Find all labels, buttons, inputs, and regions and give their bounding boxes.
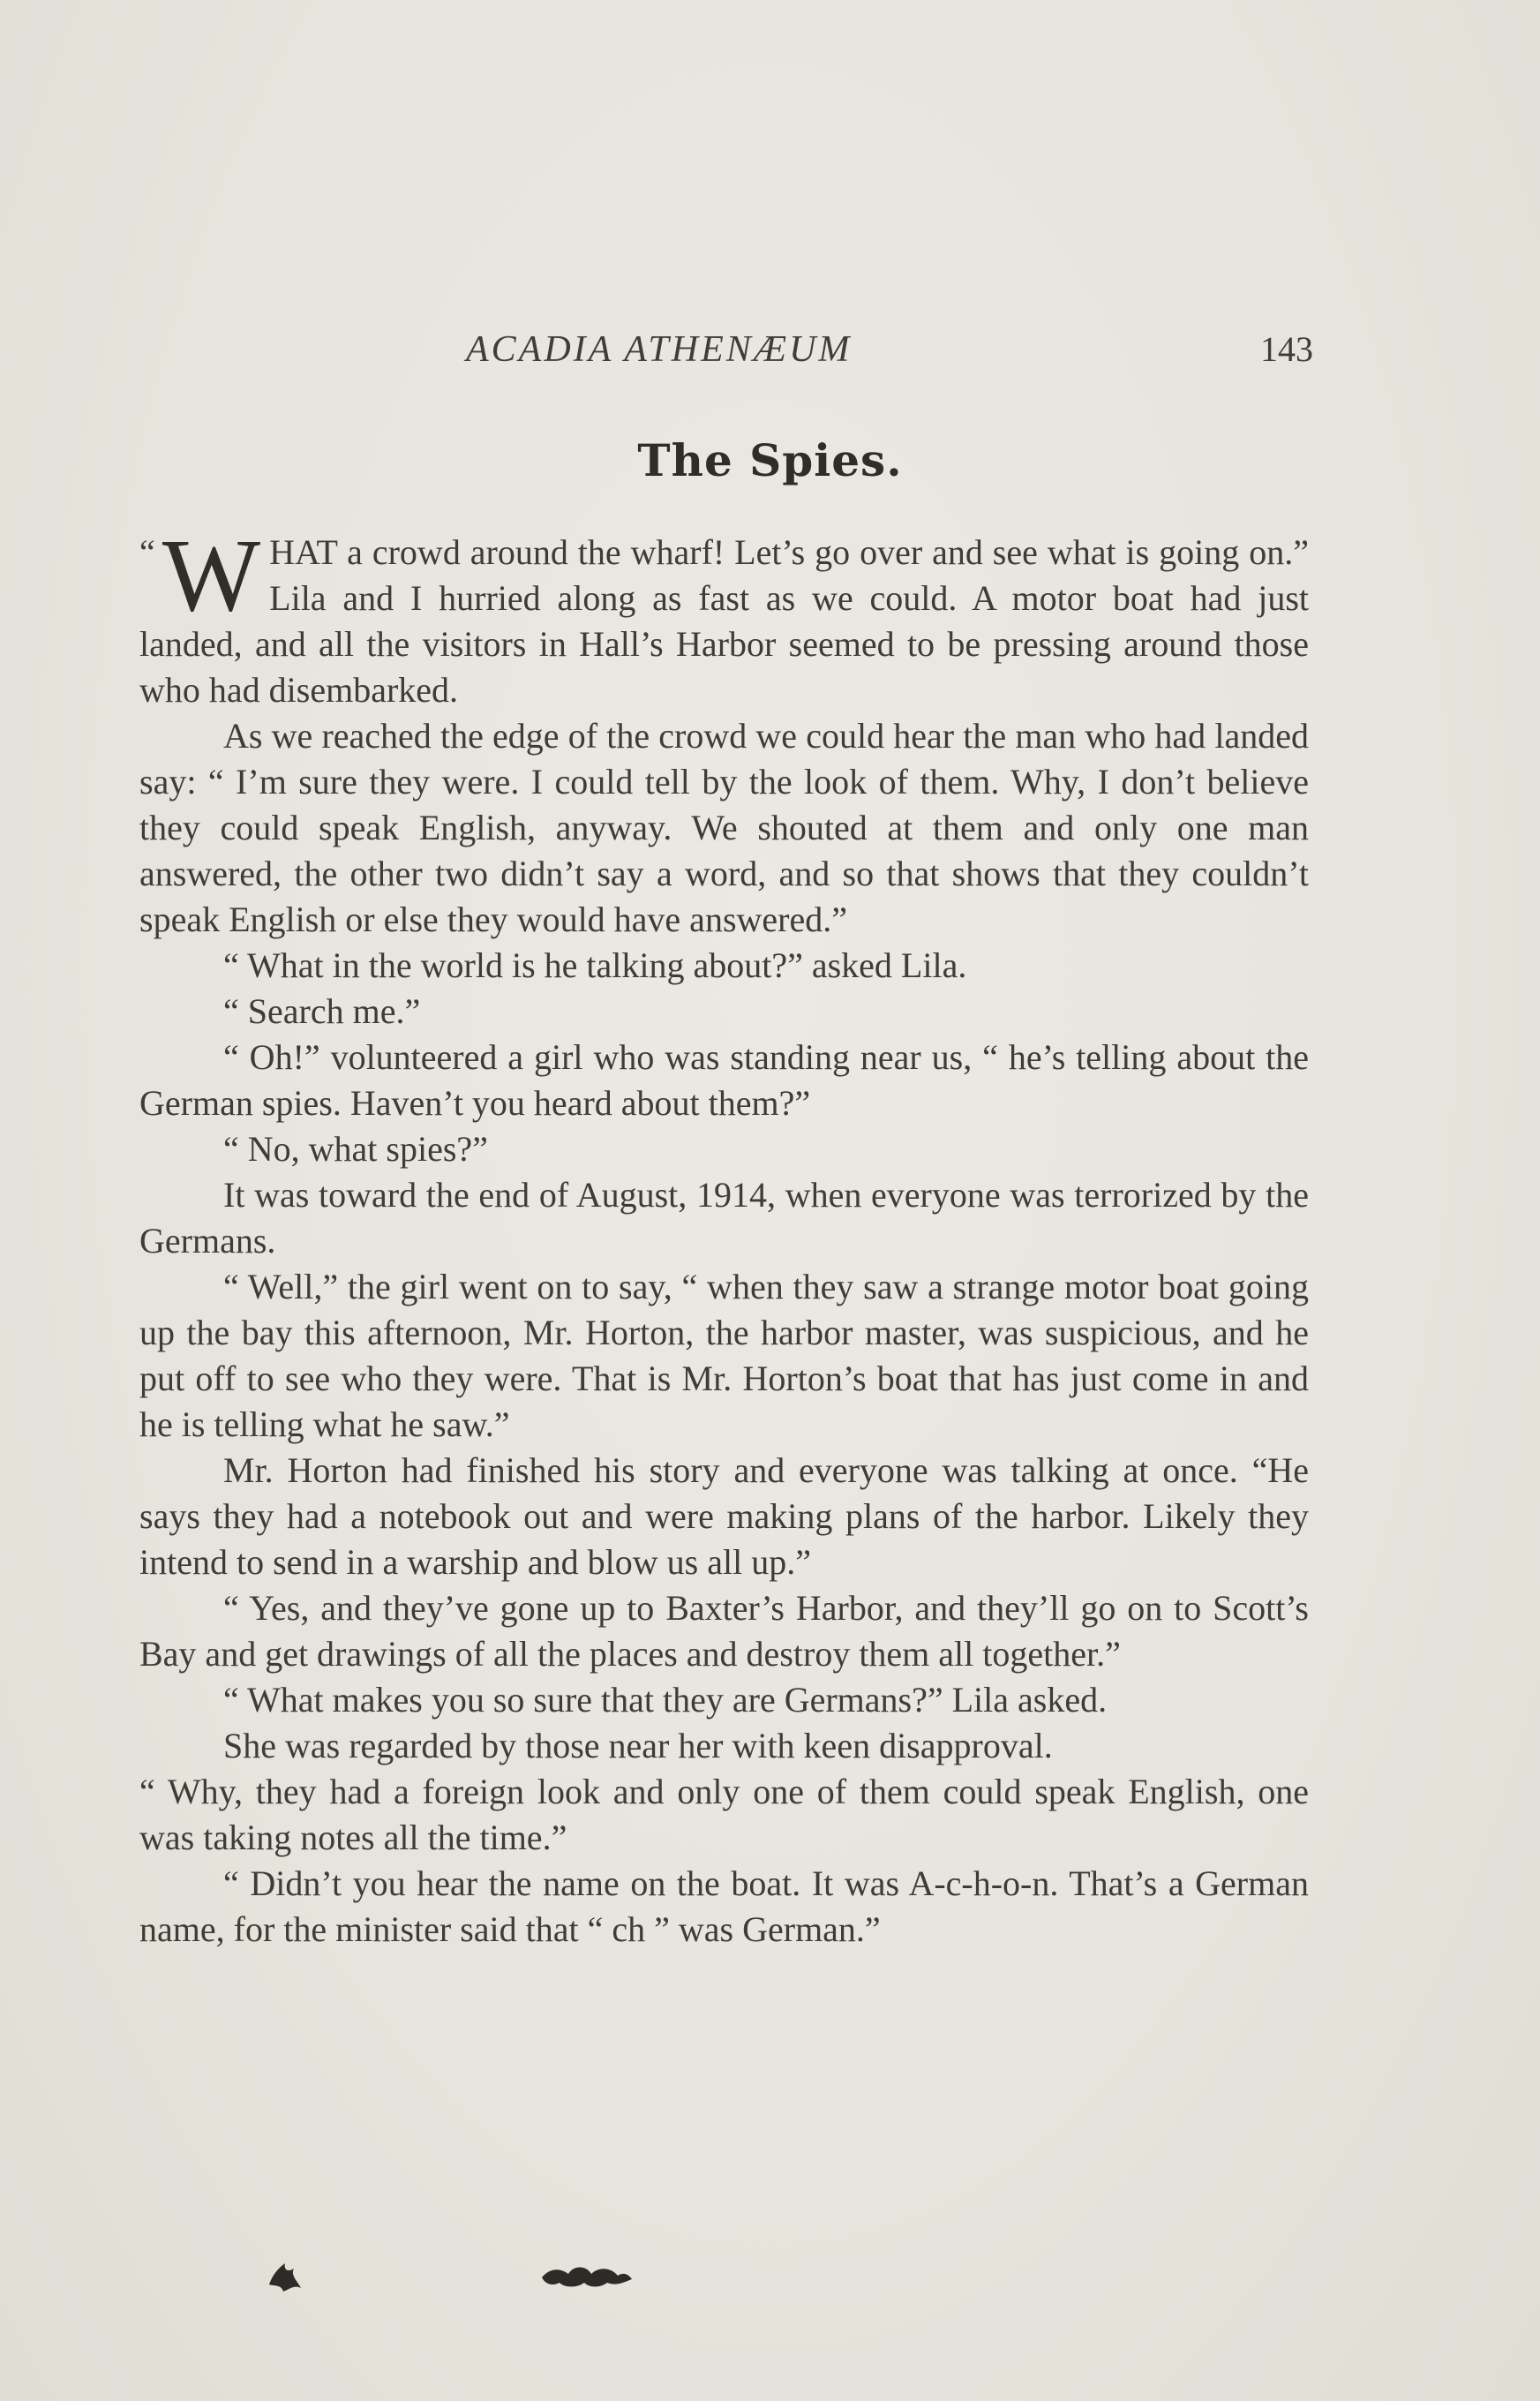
paragraph-9: Mr. Horton had finished his story and everyone was talking at once. “He says they had a notebook out and were making plans of the harbor. Likely they intend to send in a warship and blow us all up.” — [139, 1450, 1309, 1582]
printer-ornament-right-icon — [538, 2258, 635, 2293]
paragraph-8: “ Well,” the girl went on to say, “ when they saw a strange motor boat going up the bay this afternoon, Mr. Horton, the harbor master, was suspicious, and he put off to see who they were. That is Mr. Horton’s boat that has just come in and he is telling what he saw.” — [139, 1267, 1309, 1444]
paragraph-10: “ Yes, and they’ve gone up to Baxter’s Harbor, and they’ll go on to Scott’s Bay and get drawings of all the places and destroy them all together.” — [139, 1588, 1309, 1674]
paragraph-5: “ Oh!” volunteered a girl who was standing near us, “ he’s telling about the German spies. Haven’t you heard about them?” — [139, 1037, 1309, 1123]
paragraph-text: HAT a crowd around the wharf! Let’s go over and see what is going on.” Lila and I hurried along as fast as we could. A motor boat had just landed, and all the visitors in Hall’s Harbor seemed to be pressing around those who had disembarked. — [139, 532, 1309, 710]
article-body — [139, 517, 1309, 1953]
paragraph-1 — [139, 517, 1309, 713]
paragraph-6: “ No, what spies?” — [223, 1129, 488, 1169]
paragraph-12: She was regarded by those near her with keen disapproval. — [223, 1726, 1053, 1765]
paragraph-14: “ Didn’t you hear the name on the boat. It was A-c-h-o-n. That’s a German name, for the minister said that “ ch ” was German.” — [139, 1863, 1309, 1949]
paragraph-2: As we reached the edge of the crowd we could hear the man who had landed say: “ I’m sure they were. I could tell by the look of them. Why, I don’t believe they could speak English, anyway. We shouted at them and only one man answered, the other two didn’t say a word, and so that shows that they couldn’t speak English or else they would have answered.” — [139, 716, 1309, 939]
running-head — [139, 328, 1313, 374]
paragraph-4: “ Search me.” — [223, 991, 421, 1031]
journal-name: ACADIA ATHENÆUM — [466, 329, 853, 370]
page-number: 143 — [1260, 329, 1313, 369]
paragraph-13: “ Why, they had a foreign look and only one of them could speak English, one was taking notes all the time.” — [139, 1772, 1309, 1857]
opening-quote: “ — [139, 532, 155, 572]
paragraph-7: It was toward the end of August, 1914, when everyone was terrorized by the Germans. — [139, 1175, 1309, 1261]
paragraph-3: “ What in the world is he talking about?” asked Lila. — [223, 945, 967, 985]
drop-cap: W — [162, 517, 261, 633]
printer-ornament-left-icon — [262, 2258, 306, 2293]
paragraph-11: “ What makes you so sure that they are Germans?” Lila asked. — [223, 1680, 1108, 1720]
article-title: The Spies. — [637, 434, 903, 486]
